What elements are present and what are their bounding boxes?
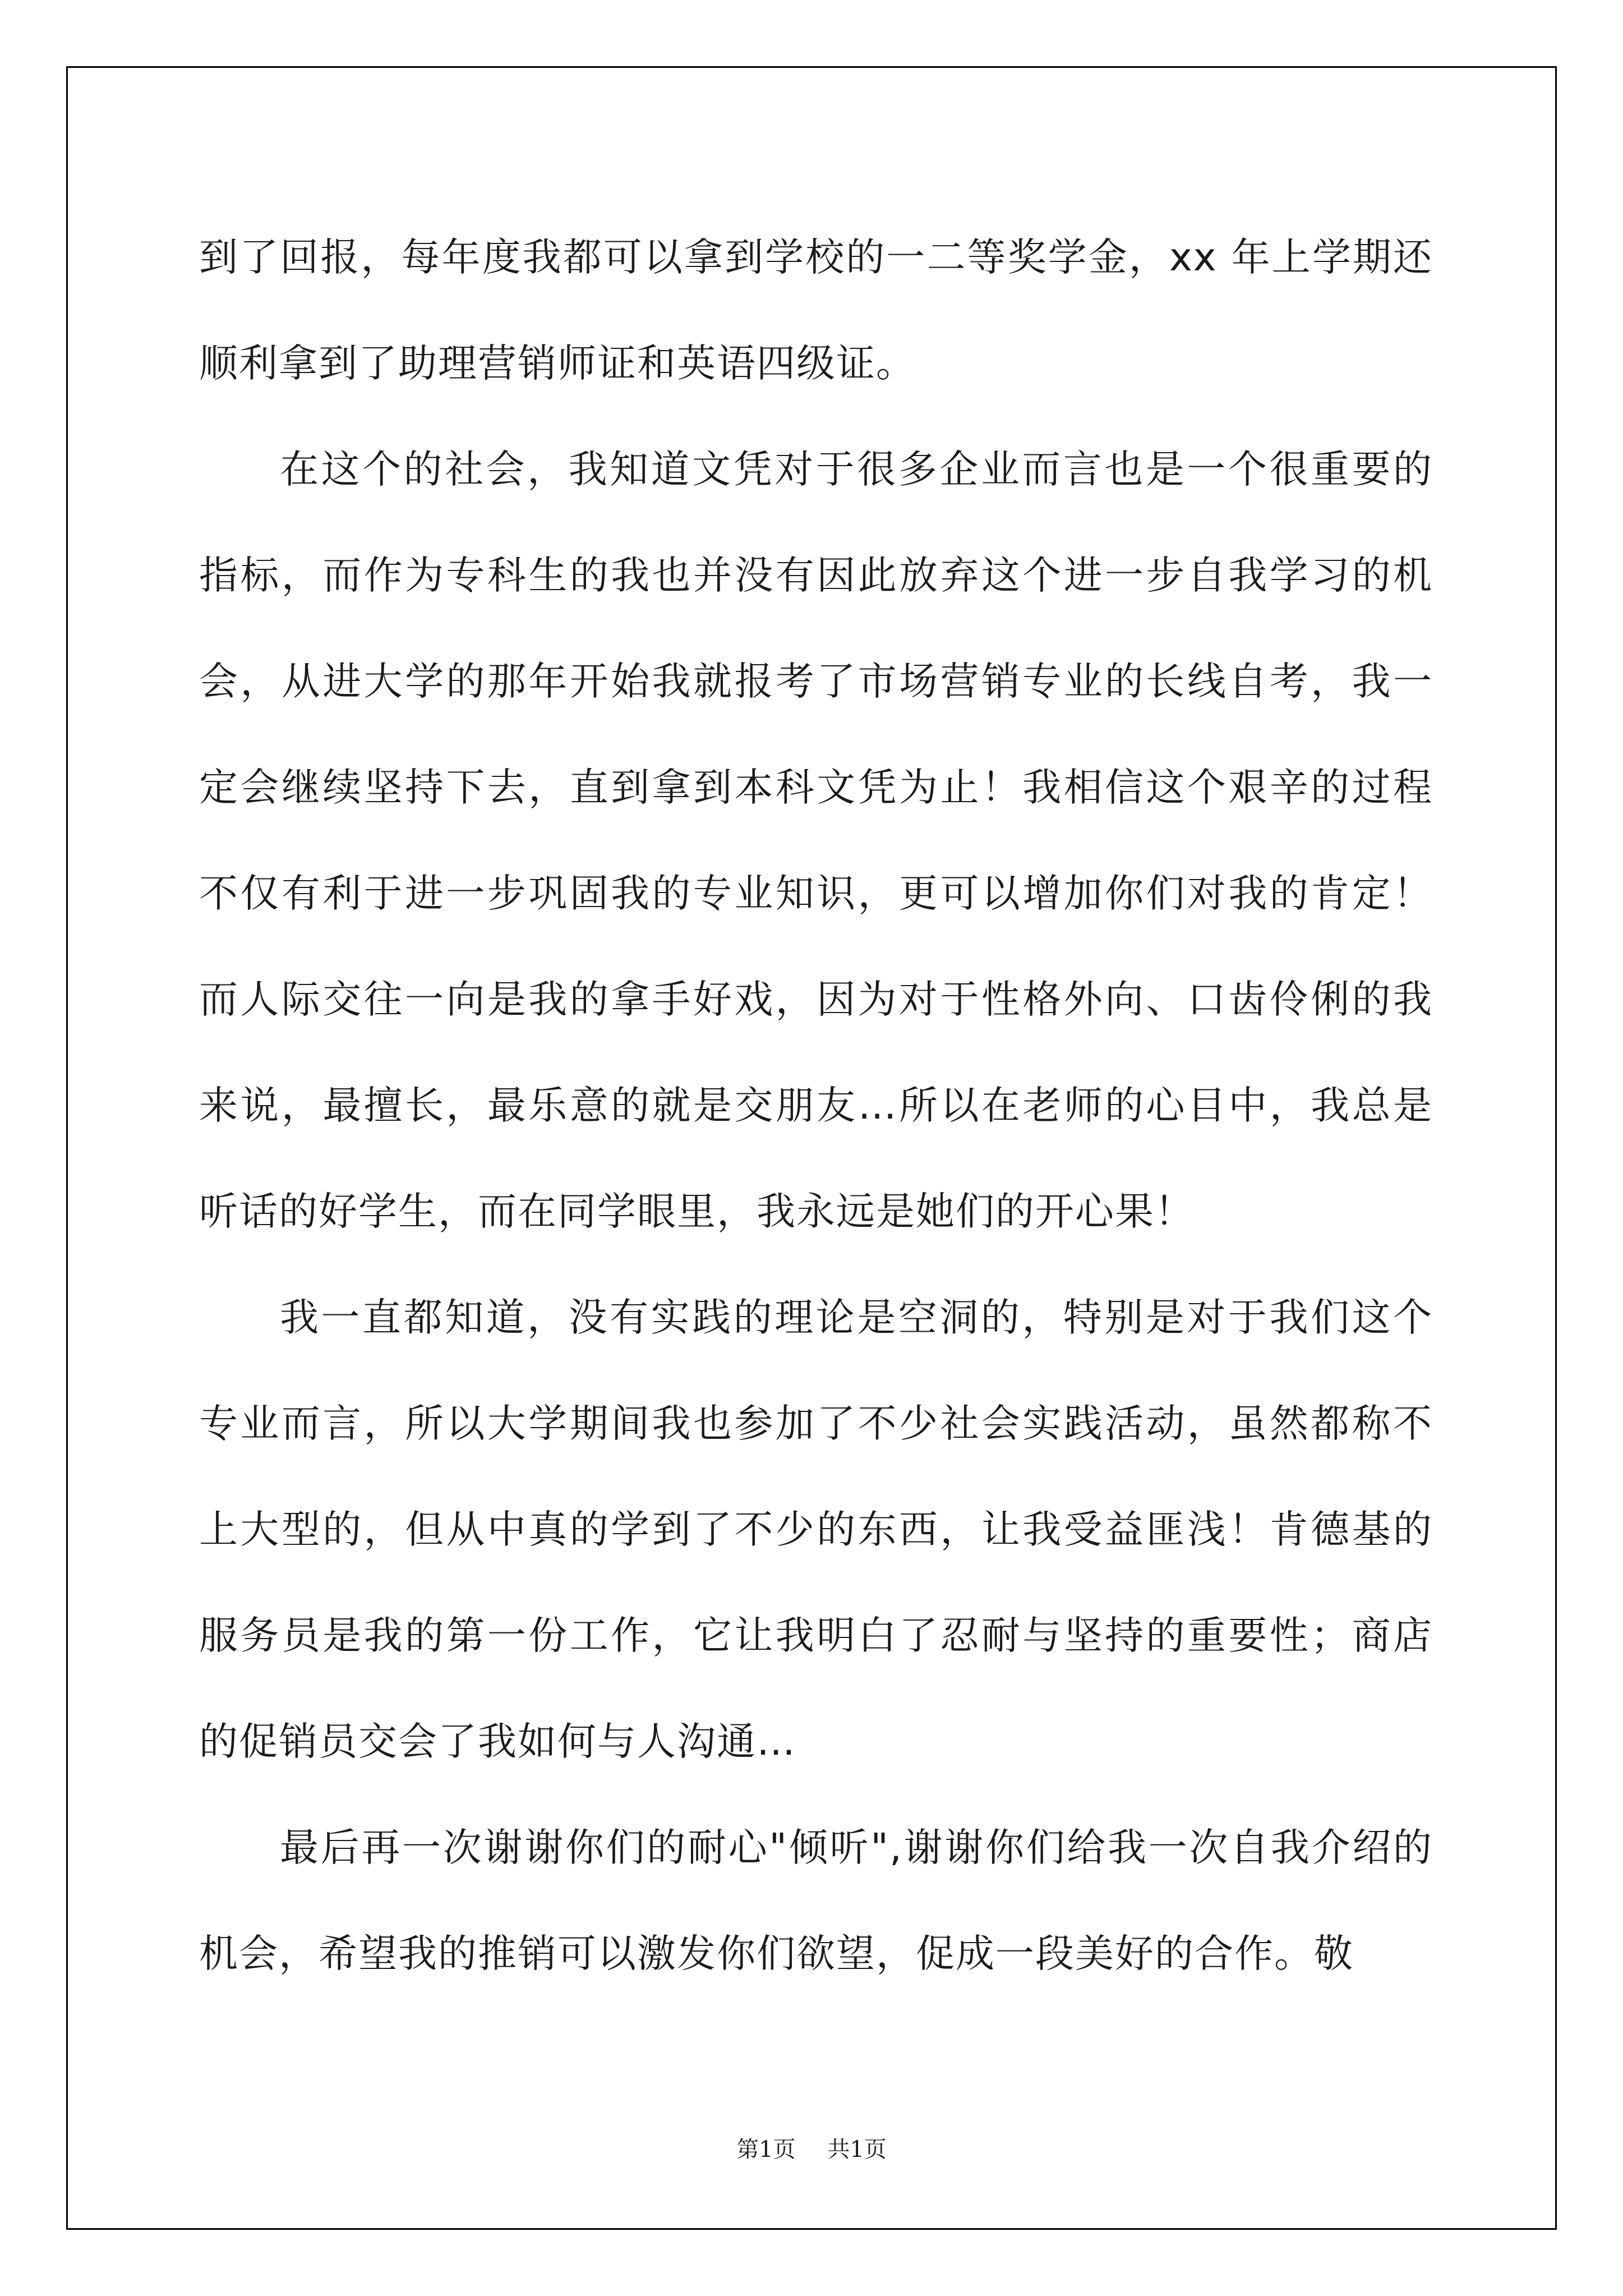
paragraph-3: 我一直都知道，没有实践的理论是空洞的，特别是对于我们这个专业而言，所以大学期间我也参加了不少社会实践活动，虽然都称不上大型的，但从中真的学到了不少的东西，让我受益匪浅！肯德基的服务员是我的第一份工作，它让我明白了忍耐与坚持的重要性；商店的促销员交会了我如何与人沟通… [199,1295,1433,1764]
page-total: 共1页 [827,2137,887,2162]
paragraph-1: 到了回报，每年度我都可以拿到学校的一二等奖学金，xx 年上学期还顺利拿到了助理营销师证和英语四级证。 [199,235,1433,386]
document-body [199,205,1433,2007]
page-footer [0,2132,1623,2164]
page-number: 第1页 [736,2137,796,2162]
paragraph-2: 在这个的社会，我知道文凭对于很多企业而言也是一个很重要的指标，而作为专科生的我也并没有因此放弃这个进一步自我学习的机会，从进大学的那年开始我就报考了市场营销专业的长线自考，我一定会继续坚持下去，直到拿到本科文凭为止！我相信这个艰辛的过程不仅有利于进一步巩固我的专业知识，更可以增加你们对我的肯定！而人际交往一向是我的拿手好戏，因为对于性格外向、口齿伶俐的我来说，最擅长，最乐意的就是交朋友…所以在老师的心目中，我总是听话的好学生，而在同学眼里，我永远是她们的开心果！ [199,447,1433,1234]
paragraph-4: 最后再一次谢谢你们的耐心"倾听",谢谢你们给我一次自我介绍的机会，希望我的推销可以激发你们欲望，促成一段美好的合作。敬 [199,1825,1433,1976]
